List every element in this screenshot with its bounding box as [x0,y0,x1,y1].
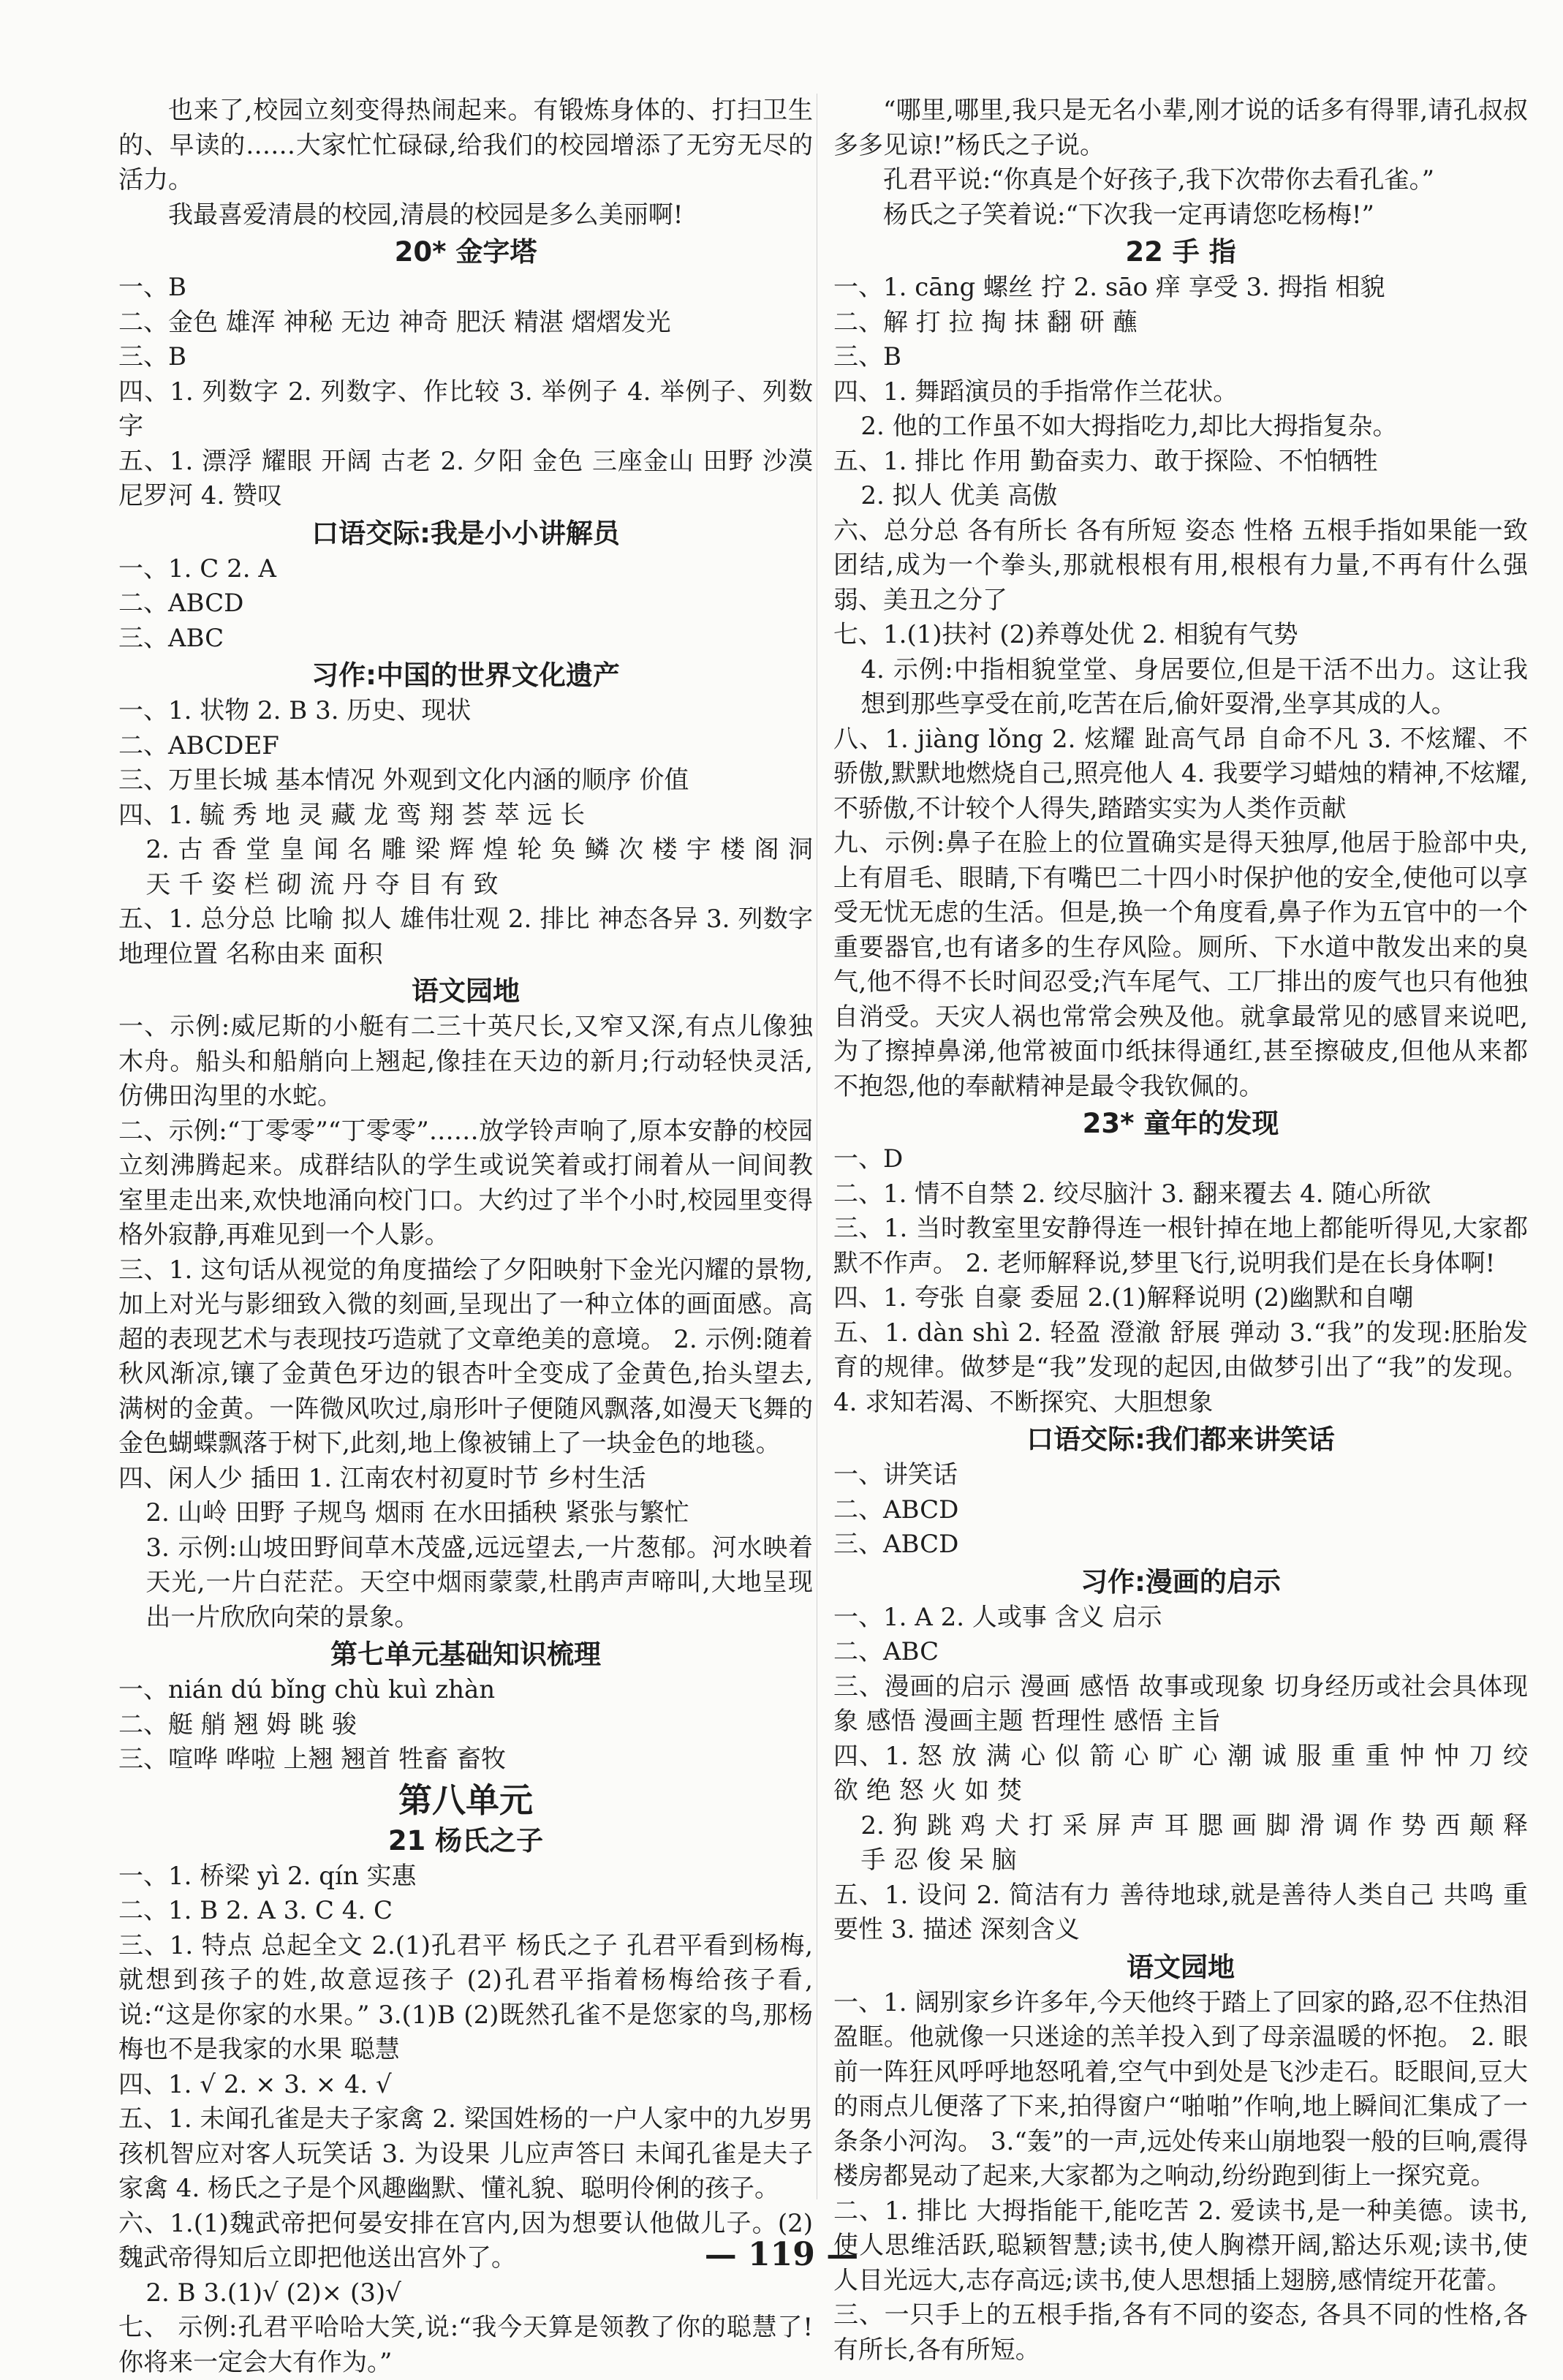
answer-line: 一、讲笑话 [833,1460,958,1489]
section-heading: 21 杨氏之子 [387,1824,544,1856]
answer-line: 二、ABC [833,1637,939,1666]
answer-line: 一、1. 阔别家乡许多年,今天他终于踏上了回家的路,忍不住热泪盈眶。他就像一只迷途的羔羊投入到了母亲温暖的怀抱。 2. 眼前一阵狂风呼呼地怒吼着,空气中到处是飞沙走石。眨眼间,豆大的雨点儿便落了下来,拍得窗户“啪啪”作响,地上瞬间汇集成了一条条小河沟。 3.“轰”的一声,远处传来山崩地裂一般的巨响,震得楼房都晃动了起来,大家都为之响动,纷纷跑到街上一探究竟。 [833,1987,1528,2191]
answer-line: 五、1. 漂浮 耀眼 开阔 古老 2. 夕阳 金色 三座金山 田野 沙漠 尼罗河 4. 赞叹 [118,446,813,510]
answer-line: 五、1. dàn shì 2. 轻盈 澄澈 舒展 弹动 3.“我”的发现:胚胎发育的规律。做梦是“我”发现的起因,由做梦引出了“我”的发现。 4. 求知若渴、不断探究、大胆想象 [833,1318,1528,1417]
answer-line: 三、1. 特点 总起全文 2.(1)孔君平 杨氏之子 孔君平看到杨梅,就想到孩子的姓,故意逗孩子 (2)孔君平指着杨梅给孩子看,说:“这是你家的水果。” 3.(1)B (2)既然孔雀不是您家的鸟,那杨梅也不是我家的水果 聪慧 [118,1930,813,2064]
answer-line: 二、1. 排比 大拇指能干,能吃苦 2. 爱读书,是一种美德。读书,使人思维活跃,聪颖智慧;读书,使人胸襟开阔,豁达乐观;读书,使人目光远大,志存高远;读书,使人思想插上翅膀,感情绽开花蕾。 [833,2196,1528,2295]
left-column [118,94,813,2380]
answer-line: “哪里,哪里,我只是无名小辈,刚才说的话多有得罪,请孔叔叔多多见谅!”杨氏之子说。 [833,96,1528,160]
answer-line: 杨氏之子笑着说:“下次我一定再请您吃杨梅!” [883,200,1374,230]
answer-line: 二、示例:“丁零零”“丁零零”……放学铃声响了,原本安静的校园立刻沸腾起来。成群结队的学生或说笑着或打闹着从一间间教室里走出来,欢快地涌向校门口。大约过了半个小时,校园里变得格外寂静,再难见到一个人影。 [118,1116,813,1250]
section-heading: 语文园地 [1127,1951,1235,1983]
answer-line: 我最喜爱清晨的校园,清晨的校园是多么美丽啊! [168,200,684,230]
page-number: — 119 — [704,2236,859,2273]
answer-line: 三、ABCD [833,1530,959,1559]
answer-line: 孔君平说:“你真是个好孩子,我下次带你去看孔雀。” [883,165,1435,194]
answer-line: 二、ABCD [833,1495,959,1525]
answer-line: 二、金色 雄浑 神秘 无边 神奇 肥沃 精湛 熠熠发光 [118,307,671,337]
answer-line: 三、1. 这句话从视觉的角度描绘了夕阳映射下金光闪耀的景物,加上对光与影细致入微的刻画,呈现出了一种立体的画面感。高超的表现艺术与表现技巧造就了文章绝美的意境。 2. 示例:随着秋风渐凉,镶了金黄色牙边的银杏叶全变成了金黄色,抬头望去,满树的金黄。一阵微风吹过,扇形叶子便随风飘落,如漫天飞舞的金色蝴蝶飘落于树下,此刻,地上像被铺上了一块金色的地毯。 [118,1255,813,1458]
answer-line: 一、示例:威尼斯的小艇有二三十英尺长,又窄又深,有点儿像独木舟。船头和船艄向上翘起,像挂在天边的新月;行动轻快灵活,仿佛田沟里的水蛇。 [118,1012,813,1111]
answer-line: 五、1. 总分总 比喻 拟人 雄伟壮观 2. 排比 神态各异 3. 列数字 地理位置 名称由来 面积 [118,904,813,969]
answer-line: 九、示例:鼻子在脸上的位置确实是得天独厚,他居于脸部中央,上有眉毛、眼睛,下有嘴巴二十四小时保护他的安全,使他可以享受无忧无虑的生活。但是,换一个角度看,鼻子作为五官中的一个重要器官,也有诸多的生存风险。厕所、下水道中散发出来的臭气,他不得不长时间忍受;汽车尾气、工厂排出的废气也只有他独自消受。天灾人祸也常常会殃及他。就拿最常见的感冒来说吧,为了擦掉鼻涕,他常被面巾纸抹得通红,甚至擦破皮,但他从来都不抱怨,他的奉献精神是最令我钦佩的。 [833,828,1528,1101]
answer-line: 一、1. cāng 螺丝 拧 2. sāo 痒 享受 3. 拇指 相貌 [833,273,1385,302]
answer-line: 四、1. 夸张 自豪 委屈 2.(1)解释说明 (2)幽默和自嘲 [833,1283,1414,1312]
answer-line: 一、1. A 2. 人或事 含义 启示 [833,1602,1162,1632]
answer-line: 七、1.(1)扶衬 (2)养尊处优 2. 相貌有气势 [833,620,1298,649]
section-heading: 语文园地 [412,975,520,1007]
answer-line: 二、ABCDEF [118,730,279,760]
answer-line: 4. 示例:中指相貌堂堂、身居要位,但是干活不出力。这让我想到那些享受在前,吃苦在后,偷奸耍滑,坐享其成的人。 [860,654,1528,719]
answer-line: 一、1. 桥梁 yì 2. qín 实惠 [118,1861,417,1891]
answer-line: 2. 他的工作虽不如大拇指吃力,却比大拇指复杂。 [860,412,1398,441]
section-heading: 习作:中国的世界文化遗产 [311,660,620,691]
section-heading: 第七单元基础知识梳理 [330,1639,601,1670]
section-heading: 20* 金字塔 [394,236,537,268]
section-heading: 22 手 指 [1125,236,1236,268]
answer-line: 三、万里长城 基本情况 外观到文化内涵的顺序 价值 [118,766,689,795]
answer-line: 一、D [833,1144,904,1174]
answer-line: 四、1. 列数字 2. 列数字、作比较 3. 举例子 4. 举例子、列数字 [118,377,813,441]
answer-line: 一、1. 状物 2. B 3. 历史、现状 [118,696,472,725]
answer-line: 一、B [118,273,186,302]
right-column [833,94,1528,2368]
answer-line: 八、1. jiàng lǒng 2. 炫耀 趾高气昂 自命不凡 3. 不炫耀、不骄傲,默默地燃烧自己,照亮他人 4. 我要学习蜡烛的精神,不炫耀,不骄傲,不计较个人得失,踏踏实实为人类作贡献 [833,724,1528,823]
answer-line: 二、1. 情不自禁 2. 绞尽脑汁 3. 翻来覆去 4. 随心所欲 [833,1179,1431,1209]
answer-line: 三、漫画的启示 漫画 感悟 故事或现象 切身经历或社会具体现象 感悟 漫画主题 哲理性 感悟 主旨 [833,1671,1528,1736]
answer-line: 四、1. 毓 秀 地 灵 藏 龙 鸾 翔 荟 萃 远 长 [118,800,586,830]
answer-line: 2. 山岭 田野 子规鸟 烟雨 在水田插秧 紧张与繁忙 [145,1498,689,1527]
answer-line: 三、B [118,342,186,371]
answer-line: 三、ABC [118,623,224,653]
answer-line: 2. 拟人 优美 高傲 [860,481,1058,510]
answer-line: 二、艇 艄 翘 姆 眺 骏 [118,1710,357,1739]
section-heading: 23* 童年的发现 [1082,1108,1279,1139]
section-heading: 口语交际:我是小小讲解员 [311,517,620,549]
answer-line: 三、1. 当时教室里安静得连一根针掉在地上都能听得见,大家都默不作声。 2. 老师解释说,梦里飞行,说明我们是在长身体啊! [833,1214,1528,1278]
answer-line: 也来了,校园立刻变得热闹起来。有锻炼身体的、打扫卫生的、早读的……大家忙忙碌碌,给我们的校园增添了无穷无尽的活力。 [118,96,813,194]
answer-line: 三、一只手上的五根手指,各有不同的姿态, 各具不同的性格,各有所长,各有所短。 [833,2300,1528,2365]
answer-line: 3. 示例:山坡田野间草木茂盛,远远望去,一片葱郁。河水映着天光,一片白茫茫。天空中烟雨蒙蒙,杜鹃声声啼叫,大地呈现出一片欣欣向荣的景象。 [145,1533,813,1632]
answer-line: 2. 古 香 堂 皇 闻 名 雕 梁 辉 煌 轮 奂 鳞 次 楼 宇 楼 阁 洞 天 千 姿 栏 砌 流 丹 夺 目 有 致 [145,835,813,899]
answer-line: 五、1. 设问 2. 简洁有力 善待地球,就是善待人类自己 共鸣 重要性 3. 描述 深刻含义 [833,1880,1528,1944]
section-heading: 口语交际:我们都来讲笑话 [1026,1424,1335,1455]
answer-line: 一、nián dú bǐng chù kuì zhàn [118,1675,496,1704]
answer-line: 二、1. B 2. A 3. C 4. C [118,1896,393,1925]
answer-line: 四、1. √ 2. × 3. × 4. √ [118,2069,392,2099]
answer-line: 三、喧哗 哗啦 上翘 翘首 牲畜 畜牧 [118,1745,507,1774]
answer-line: 2. 狗 跳 鸡 犬 打 采 屏 声 耳 腮 画 脚 滑 调 作 势 西 颠 释 手 忍 俊 呆 脑 [860,1810,1528,1875]
answer-line: 二、ABCD [118,589,244,618]
answer-line: 六、总分总 各有所长 各有所短 姿态 性格 五根手指如果能一致团结,成为一个拳头,那就根根有用,根根有力量,不再有什么强弱、美丑之分了 [833,515,1528,615]
answer-line: 七、 示例:孔君平哈哈大笑,说:“我今天算是领教了你的聪慧了!你将来一定会大有作为。” [118,2313,813,2377]
answer-line: 五、1. 未闻孔雀是夫子家禽 2. 梁国姓杨的一户人家中的九岁男孩机智应对客人玩笑话 3. 为设果 儿应声答曰 未闻孔雀是夫子家禽 4. 杨氏之子是个风趣幽默、懂礼貌、聪明伶俐的孩子。 [118,2104,813,2203]
section-heading: 第八单元 [398,1780,533,1820]
answer-line: 一、1. C 2. A [118,554,276,583]
answer-line: 三、B [833,342,901,371]
answer-line: 五、1. 排比 作用 勤奋卖力、敢于探险、不怕牺牲 [833,446,1378,476]
section-heading: 习作:漫画的启示 [1081,1565,1281,1598]
answer-line: 六、1.(1)魏武帝把何晏安排在宫内,因为想要认他做儿子。(2)魏武帝得知后立即把他送出宫外了。 [118,2208,813,2273]
answer-line: 2. B 3.(1)√ (2)× (3)√ [145,2278,401,2308]
answer-line: 二、解 打 拉 掏 抹 翻 研 蘸 [833,307,1138,337]
answer-line: 四、1. 怒 放 满 心 似 箭 心 旷 心 潮 诚 服 重 重 忡 忡 刀 绞 欲 绝 怒 火 如 焚 [833,1741,1528,1805]
answer-line: 四、1. 舞蹈演员的手指常作兰花状。 [833,377,1238,407]
answer-line: 四、闲人少 插田 1. 江南农村初夏时节 乡村生活 [118,1463,646,1493]
